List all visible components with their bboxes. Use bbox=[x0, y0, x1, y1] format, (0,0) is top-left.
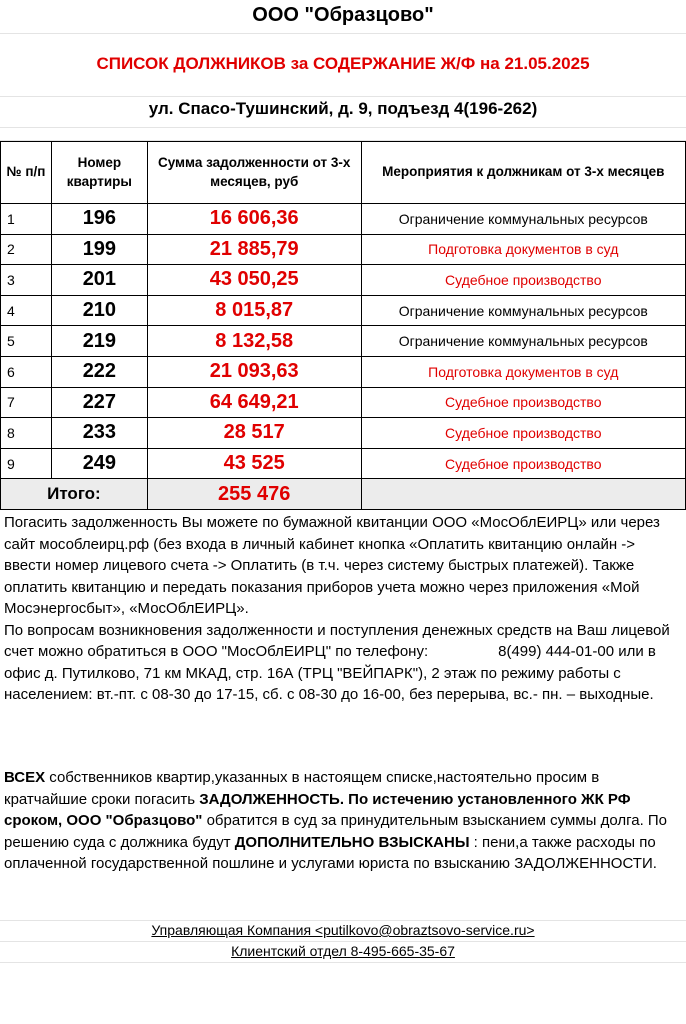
row-apartment: 249 bbox=[51, 448, 147, 479]
row-debt-sum: 43 525 bbox=[147, 448, 361, 479]
organization-title: ООО "Образцово" bbox=[252, 4, 434, 26]
notice-text-1: собственников квартир,указанных в настоящем списке,настоятельно просим в кратчайшие сроки погасить bbox=[4, 769, 600, 808]
table-row bbox=[1, 265, 686, 296]
row-apartment: 219 bbox=[51, 326, 147, 357]
gridline bbox=[0, 962, 686, 963]
building-address: ул. Спасо-Тушинский, д. 9, подъезд 4(196-262) bbox=[148, 99, 538, 118]
row-apartment: 233 bbox=[51, 418, 147, 449]
row-debt-sum: 21 093,63 bbox=[147, 356, 361, 387]
row-num: 8 bbox=[1, 418, 52, 449]
total-empty-cell bbox=[361, 479, 685, 510]
row-action: Судебное производство bbox=[361, 418, 685, 449]
gridline bbox=[0, 96, 686, 97]
total-sum: 255 476 bbox=[147, 479, 361, 510]
total-row bbox=[1, 479, 686, 510]
row-num: 4 bbox=[1, 295, 52, 326]
debtors-table bbox=[0, 141, 686, 510]
gridline bbox=[0, 127, 686, 128]
row-apartment: 196 bbox=[51, 204, 147, 235]
contact-info-end: или в офис д. Путилково, 71 км МКАД, стр. 16А (ТРЦ "ВЕЙПАРК"), 2 этаж по режиму работы с населением: вт.-пт. с 08-30 до 17-15, сб. с 08-30 до 16-00, без перерыва, вс.- пн. – выходные. bbox=[4, 643, 656, 703]
header-action: Мероприятия к должникам от 3-х месяцев bbox=[361, 142, 685, 204]
table-row bbox=[1, 234, 686, 265]
row-action: Подготовка документов в суд bbox=[361, 356, 685, 387]
row-action: Подготовка документов в суд bbox=[361, 234, 685, 265]
row-num: 2 bbox=[1, 234, 52, 265]
row-debt-sum: 64 649,21 bbox=[147, 387, 361, 418]
header-sum: Сумма задолженности от 3-х месяцев, руб bbox=[147, 142, 361, 204]
row-apartment: 227 bbox=[51, 387, 147, 418]
contact-info-start: По вопросам возникновения задолженности и поступления денежных средств на Ваш лицевой счет можно обратиться в ООО "МосОблЕИРЦ" по телефону: bbox=[4, 621, 670, 660]
row-num: 6 bbox=[1, 356, 52, 387]
row-num: 1 bbox=[1, 204, 52, 235]
footer bbox=[0, 920, 686, 962]
row-debt-sum: 8 015,87 bbox=[147, 295, 361, 326]
debtors-list-title: СПИСОК ДОЛЖНИКОВ за СОДЕРЖАНИЕ Ж/Ф на 21.05.2025 bbox=[96, 54, 590, 73]
legal-notice bbox=[4, 767, 684, 875]
client-department-phone: Клиентский отдел 8-495-665-35-67 bbox=[231, 943, 455, 959]
table-row bbox=[1, 326, 686, 357]
row-num: 9 bbox=[1, 448, 52, 479]
row-apartment: 201 bbox=[51, 265, 147, 296]
table-row bbox=[1, 448, 686, 479]
row-num: 3 bbox=[1, 265, 52, 296]
contact-phone: 8(499) 444-01-00 bbox=[498, 643, 615, 660]
row-debt-sum: 28 517 bbox=[147, 418, 361, 449]
row-debt-sum: 8 132,58 bbox=[147, 326, 361, 357]
table-row bbox=[1, 204, 686, 235]
table-row bbox=[1, 387, 686, 418]
payment-info-paragraph: Погасить задолженность Вы можете по бумажной квитанции ООО «МосОблЕИРЦ» или через сайт мособлеирц.рф (без входа в личный кабинет кнопка «Оплатить квитанцию онлайн -> ввести номер лицевого счета -> Оплатить (в т.ч. через систему быстрых платежей). Также оплатить квитанцию и передать показания приборов учета можно через приложения «Мой Мосэнергосбыт», «МосОблЕИРЦ». bbox=[4, 514, 660, 617]
gridline bbox=[0, 33, 686, 34]
notice-text-3: : пени,а также расходы по оплаченной государственной пошлине и услугами юриста по взысканию ЗАДОЛЖЕННОСТИ. bbox=[4, 833, 657, 872]
row-debt-sum: 21 885,79 bbox=[147, 234, 361, 265]
table-row bbox=[1, 418, 686, 449]
row-num: 5 bbox=[1, 326, 52, 357]
row-action: Ограничение коммунальных ресурсов bbox=[361, 204, 685, 235]
management-company-link[interactable]: Управляющая Компания <putilkovo@obraztsovo-service.ru> bbox=[151, 922, 535, 938]
row-debt-sum: 16 606,36 bbox=[147, 204, 361, 235]
notice-bold-debt: ЗАДОЛЖЕННОСТЬ. По истечению установленного ЖК РФ сроком, ООО "Образцово" bbox=[4, 790, 631, 829]
row-apartment: 222 bbox=[51, 356, 147, 387]
row-action: Судебное производство bbox=[361, 448, 685, 479]
contact-info-paragraph bbox=[4, 620, 684, 706]
table-header-row bbox=[1, 142, 686, 204]
row-num: 7 bbox=[1, 387, 52, 418]
row-action: Ограничение коммунальных ресурсов bbox=[361, 295, 685, 326]
notice-bold-recovered: ДОПОЛНИТЕЛЬНО ВЗЫСКАНЫ bbox=[234, 833, 470, 851]
row-action: Судебное производство bbox=[361, 387, 685, 418]
notice-bold-all: ВСЕХ bbox=[4, 769, 46, 786]
total-label: Итого: bbox=[1, 479, 148, 510]
row-apartment: 210 bbox=[51, 295, 147, 326]
row-debt-sum: 43 050,25 bbox=[147, 265, 361, 296]
row-action: Ограничение коммунальных ресурсов bbox=[361, 326, 685, 357]
notice-text-2: обратится в суд за принудительным взысканием суммы долга. По решению суда с должника будут bbox=[4, 812, 668, 851]
row-apartment: 199 bbox=[51, 234, 147, 265]
payment-info bbox=[4, 512, 684, 706]
row-action: Судебное производство bbox=[361, 265, 685, 296]
header-apartment: Номер квартиры bbox=[51, 142, 147, 204]
table-row bbox=[1, 356, 686, 387]
header-num: № п/п bbox=[1, 142, 52, 204]
table-row bbox=[1, 295, 686, 326]
